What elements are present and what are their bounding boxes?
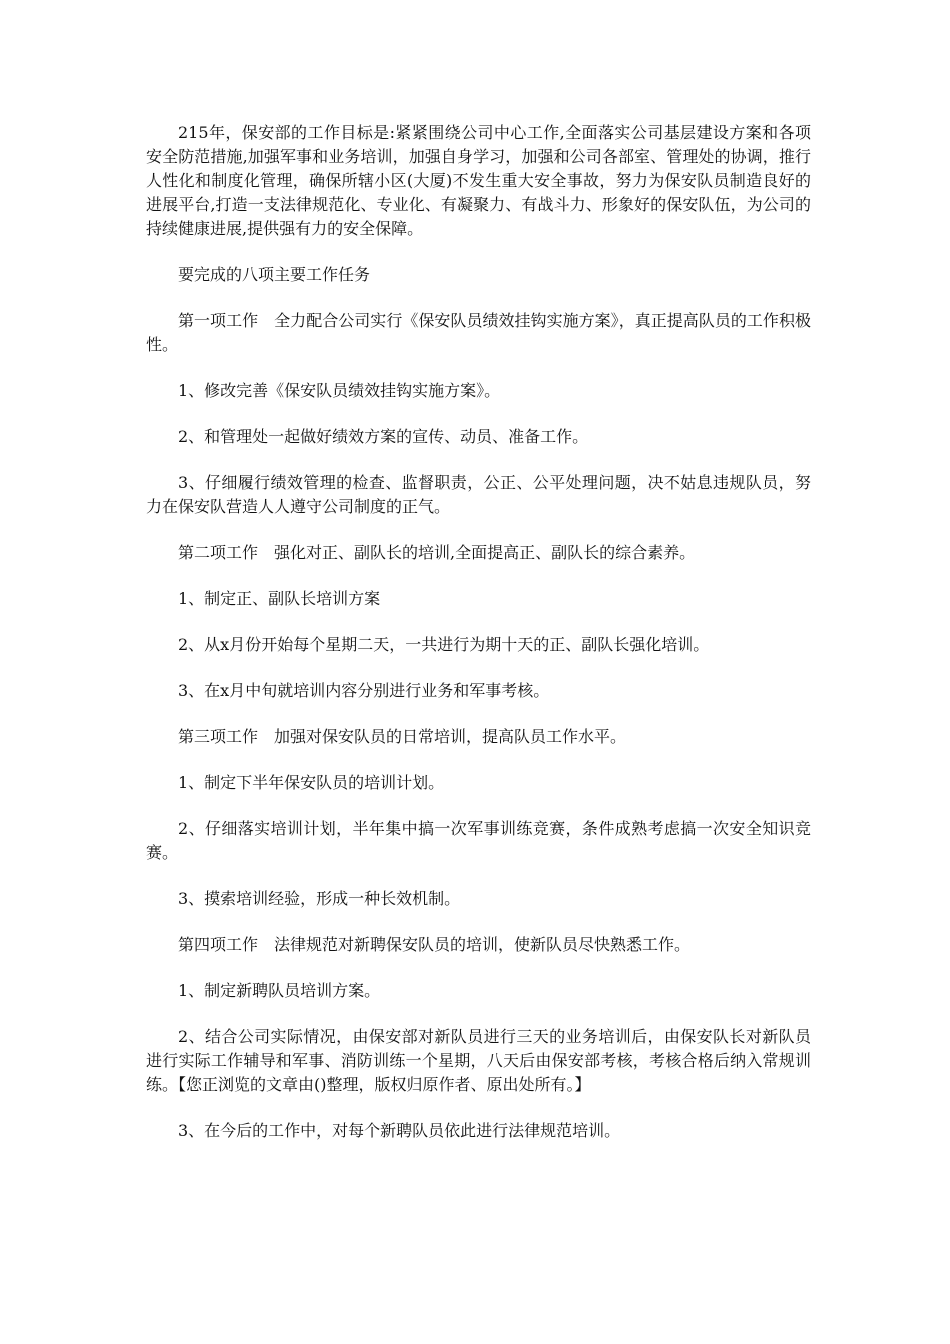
document-body	[146, 121, 811, 1165]
task-4-item-2: 2、结合公司实际情况，由保安部对新队员进行三天的业务培训后，由保安队长对新队员进行实际工作辅导和军事、消防训练一个星期，八天后由保安部考核，考核合格后纳入常规训练。【您正浏览的文章由()整理，版权归原作者、原出处所有。】	[146, 1027, 811, 1094]
task-4-heading: 第四项工作 法律规范对新聘保安队员的培训，使新队员尽快熟悉工作。	[178, 935, 691, 954]
task-4-item-1: 1、制定新聘队员培训方案。	[178, 981, 381, 1000]
task-3-item-2: 2、仔细落实培训计划，半年集中搞一次军事训练竞赛，条件成熟考虑搞一次安全知识竞赛。	[146, 819, 811, 862]
task-2-item-3: 3、在x月中旬就培训内容分别进行业务和军事考核。	[178, 681, 550, 700]
task-3-item-1: 1、制定下半年保安队员的培训计划。	[178, 773, 445, 792]
task-1-item-3: 3、仔细履行绩效管理的检查、监督职责，公正、公平处理问题，决不姑息违规队员，努力在保安队营造人人遵守公司制度的正气。	[146, 473, 811, 516]
task-1-item-1: 1、修改完善《保安队员绩效挂钩实施方案》。	[178, 381, 501, 400]
task-2-item-1: 1、制定正、副队长培训方案	[178, 589, 381, 608]
tasks-heading: 要完成的八项主要工作任务	[178, 265, 371, 284]
task-2-item-2: 2、从x月份开始每个星期二天，一共进行为期十天的正、副队长强化培训。	[178, 635, 710, 654]
intro-paragraph: 215年，保安部的工作目标是:紧紧围绕公司中心工作,全面落实公司基层建设方案和各项安全防范措施,加强军事和业务培训，加强自身学习，加强和公司各部室、管理处的协调，推行人性化和制度化管理，确保所辖小区(大厦)不发生重大安全事故，努力为保安队员制造良好的进展平台,打造一支法律规范化、专业化、有凝聚力、有战斗力、形象好的保安队伍，为公司的持续健康进展,提供强有力的安全保障。	[146, 123, 811, 238]
task-3-heading: 第三项工作 加强对保安队员的日常培训，提高队员工作水平。	[178, 727, 627, 746]
task-2-heading: 第二项工作 强化对正、副队长的培训,全面提高正、副队长的综合素养。	[178, 543, 696, 562]
task-3-item-3: 3、摸索培训经验，形成一种长效机制。	[178, 889, 461, 908]
task-1-heading: 第一项工作 全力配合公司实行《保安队员绩效挂钩实施方案》，真正提高队员的工作积极性。	[146, 311, 811, 354]
task-1-item-2: 2、和管理处一起做好绩效方案的宣传、动员、准备工作。	[178, 427, 589, 446]
task-4-item-3: 3、在今后的工作中，对每个新聘队员依此进行法律规范培训。	[178, 1121, 621, 1140]
